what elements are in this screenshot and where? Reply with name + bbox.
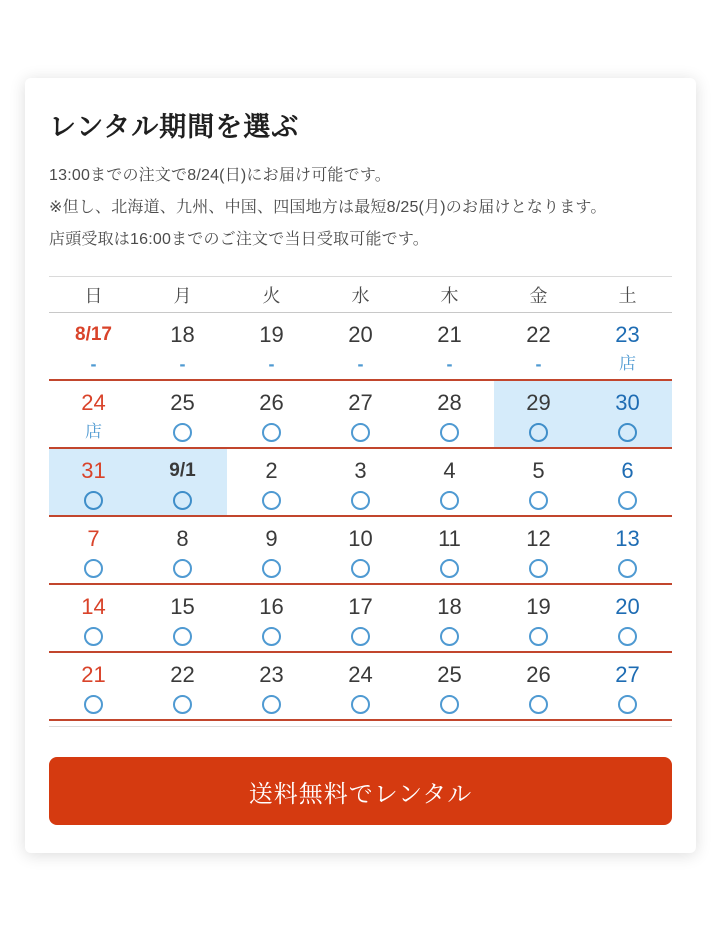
day-number: 5 [532,458,545,483]
weekday-label: 木 [440,285,459,306]
day-number: 31 [81,458,106,483]
availability-circle-icon [494,691,583,717]
availability-circle-icon [49,691,138,717]
circle-outline-icon [618,423,637,442]
day-number: 24 [81,390,106,415]
calendar-day-cell[interactable] [138,449,227,515]
calendar-body [49,313,672,721]
circle-outline-icon [440,695,459,714]
unavailable-dash-label: - [446,354,453,374]
availability-circle-icon [227,623,316,649]
weekday-label: 月 [173,285,192,306]
availability-circle-icon [405,555,494,581]
day-number: 21 [437,322,462,347]
day-number: 13 [615,526,640,551]
calendar-day-cell[interactable] [583,381,672,447]
day-number: 11 [438,526,461,551]
calendar-week-row [49,517,672,585]
calendar-day-cell [494,313,583,379]
calendar-day-cell[interactable] [583,313,672,379]
day-number: 27 [615,662,640,687]
day-number: 6 [621,458,634,483]
day-number: 22 [526,322,551,347]
calendar-day-cell[interactable] [138,653,227,719]
calendar-day-cell[interactable] [405,381,494,447]
calendar-week-row [49,653,672,721]
circle-outline-icon [529,627,548,646]
calendar-day-cell[interactable] [316,585,405,651]
availability-circle-icon [316,555,405,581]
calendar-day-cell[interactable] [227,653,316,719]
calendar-day-cell[interactable] [138,381,227,447]
calendar-week-row [49,585,672,653]
circle-outline-icon [351,559,370,578]
calendar-week-row [49,449,672,517]
circle-outline-icon [173,559,192,578]
circle-outline-icon [440,491,459,510]
availability-circle-icon [405,487,494,513]
day-number: 18 [437,594,462,619]
store-pickup-label: 店 [85,422,102,441]
calendar-day-cell[interactable] [49,517,138,583]
store-pickup-label: 店 [619,354,636,373]
circle-outline-icon [84,559,103,578]
circle-outline-icon [529,559,548,578]
day-number: 29 [526,390,551,415]
circle-outline-icon [440,423,459,442]
circle-outline-icon [84,695,103,714]
day-number: 25 [437,662,462,687]
weekday-label: 日 [84,285,103,306]
circle-outline-icon [84,627,103,646]
circle-outline-icon [84,491,103,510]
availability-circle-icon [494,487,583,513]
calendar-week-row [49,313,672,381]
day-number: 16 [259,594,284,619]
calendar-day-cell[interactable] [227,381,316,447]
availability-circle-icon [405,623,494,649]
circle-outline-icon [262,627,281,646]
circle-outline-icon [529,423,548,442]
circle-outline-icon [262,695,281,714]
day-number: 2 [265,458,278,483]
day-number: 10 [348,526,373,551]
availability-circle-icon [583,555,672,581]
circle-outline-icon [618,627,637,646]
circle-outline-icon [351,627,370,646]
day-number: 8/17 [75,324,112,345]
circle-outline-icon [262,423,281,442]
calendar-day-cell[interactable] [316,381,405,447]
circle-outline-icon [173,491,192,510]
availability-circle-icon [583,487,672,513]
day-number: 22 [170,662,195,687]
day-number: 9/1 [169,460,196,481]
circle-outline-icon [351,423,370,442]
calendar-week-row [49,381,672,449]
circle-outline-icon [529,491,548,510]
page-title: レンタル期間を選ぶ [49,112,300,142]
availability-circle-icon [227,691,316,717]
availability-circle-icon [316,419,405,445]
availability-circle-icon [583,419,672,445]
day-number: 4 [443,458,456,483]
day-number: 23 [259,662,284,687]
circle-outline-icon [262,559,281,578]
circle-outline-icon [351,695,370,714]
circle-outline-icon [173,627,192,646]
day-number: 20 [615,594,640,619]
rent-free-shipping-button[interactable]: 送料無料でレンタル [49,757,672,825]
calendar-day-cell[interactable] [227,585,316,651]
calendar-day-cell[interactable] [494,517,583,583]
circle-outline-icon [618,695,637,714]
calendar-day-cell[interactable] [316,449,405,515]
availability-circle-icon [494,623,583,649]
calendar-day-cell[interactable] [583,449,672,515]
calendar-day-cell[interactable] [227,449,316,515]
availability-circle-icon [316,487,405,513]
unavailable-dash-label: - [535,354,542,374]
calendar-day-cell[interactable] [494,585,583,651]
unavailable-dash-label: - [357,354,364,374]
circle-outline-icon [173,423,192,442]
day-number: 26 [259,390,284,415]
calendar-day-cell[interactable] [49,449,138,515]
rental-period-card [25,78,696,853]
availability-circle-icon [227,419,316,445]
availability-circle-icon [49,555,138,581]
calendar-day-cell[interactable] [49,381,138,447]
unavailable-dash-label: - [268,354,275,374]
day-number: 21 [81,662,106,687]
day-number: 24 [348,662,373,687]
availability-circle-icon [138,555,227,581]
calendar-day-cell[interactable] [494,449,583,515]
circle-outline-icon [440,559,459,578]
availability-circle-icon [494,419,583,445]
calendar-day-cell[interactable] [49,585,138,651]
availability-circle-icon [583,691,672,717]
weekday-label: 土 [618,285,637,306]
circle-outline-icon [173,695,192,714]
calendar-day-cell[interactable] [138,585,227,651]
calendar-day-cell[interactable] [138,517,227,583]
day-number: 23 [615,322,640,347]
weekday-label: 金 [529,285,548,306]
day-number: 19 [259,322,284,347]
note-region-exception: ※但し、北海道、九州、中国、四国地方は最短8/25(月)のお届けとなります。 [49,199,607,216]
availability-circle-icon [494,555,583,581]
note-store-pickup: 店頭受取は16:00までのご注文で当日受取可能です。 [49,231,429,248]
circle-outline-icon [351,491,370,510]
day-number: 14 [81,594,106,619]
availability-circle-icon [316,623,405,649]
circle-outline-icon [440,627,459,646]
circle-outline-icon [529,695,548,714]
availability-circle-icon [227,555,316,581]
day-number: 19 [526,594,551,619]
day-number: 26 [526,662,551,687]
calendar-day-cell[interactable] [405,585,494,651]
day-number: 18 [170,322,195,347]
calendar-day-cell [49,313,138,379]
day-number: 7 [87,526,100,551]
calendar-day-cell [405,313,494,379]
calendar-day-cell[interactable] [405,517,494,583]
unavailable-dash-label: - [179,354,186,374]
availability-circle-icon [316,691,405,717]
availability-circle-icon [138,691,227,717]
circle-outline-icon [618,559,637,578]
availability-circle-icon [583,623,672,649]
day-number: 9 [265,526,278,551]
availability-circle-icon [405,419,494,445]
availability-circle-icon [49,487,138,513]
weekday-label: 水 [351,285,370,306]
availability-circle-icon [227,487,316,513]
calendar-day-cell [138,313,227,379]
day-number: 17 [348,594,373,619]
calendar-day-cell[interactable] [316,517,405,583]
note-delivery-date: 13:00までの注文で8/24(日)にお届け可能です。 [49,167,391,184]
day-number: 30 [615,390,640,415]
unavailable-dash-label: - [90,354,97,374]
calendar-day-cell [227,313,316,379]
calendar-day-cell[interactable] [49,653,138,719]
calendar-day-cell[interactable] [494,653,583,719]
day-number: 20 [348,322,373,347]
availability-circle-icon [49,623,138,649]
day-number: 3 [354,458,367,483]
calendar-day-cell[interactable] [405,653,494,719]
day-number: 25 [170,390,195,415]
availability-circle-icon [138,487,227,513]
weekday-header-row [49,277,672,313]
calendar-day-cell[interactable] [227,517,316,583]
calendar-table [49,276,672,727]
calendar-day-cell[interactable] [494,381,583,447]
day-number: 8 [176,526,189,551]
calendar-day-cell[interactable] [405,449,494,515]
day-number: 15 [170,594,195,619]
availability-circle-icon [138,623,227,649]
availability-circle-icon [405,691,494,717]
weekday-label: 火 [262,285,281,306]
day-number: 27 [348,390,373,415]
circle-outline-icon [618,491,637,510]
delivery-notes [49,160,672,256]
day-number: 28 [437,390,462,415]
availability-circle-icon [138,419,227,445]
calendar-day-cell[interactable] [316,653,405,719]
calendar-day-cell [316,313,405,379]
calendar-day-cell[interactable] [583,585,672,651]
calendar-day-cell[interactable] [583,653,672,719]
calendar-day-cell[interactable] [583,517,672,583]
day-number: 12 [526,526,551,551]
circle-outline-icon [262,491,281,510]
